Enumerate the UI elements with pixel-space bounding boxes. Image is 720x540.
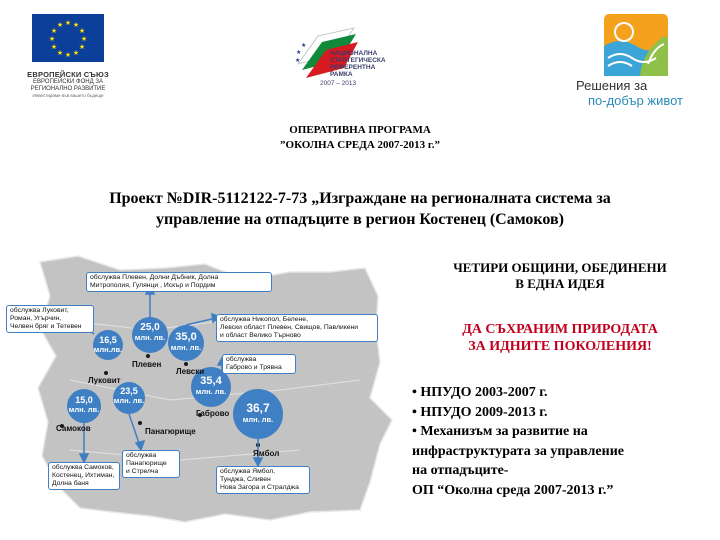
- area-box-line: обслужва Луковит,: [10, 307, 69, 314]
- environment-line-2: по-добър живот: [588, 93, 684, 108]
- eu-line-3: РЕГИОНАЛНО РАЗВИТИЕ: [30, 86, 106, 92]
- bullet-list: [412, 383, 712, 500]
- amount-unit: млн. лв.: [170, 343, 202, 352]
- programme-line-1: ОПЕРАТИВНА ПРОГРАМА: [289, 124, 431, 136]
- area-box-line: обслужва Самоков,: [52, 464, 114, 471]
- bullet-line: • НПУДО 2003-2007 г.: [412, 385, 548, 400]
- amount-yambol: [234, 401, 282, 424]
- area-box-levski: [216, 314, 378, 342]
- area-box-samokov: [48, 462, 120, 490]
- area-box-line: Долна баня: [52, 480, 89, 487]
- amount-value: 36,7: [246, 401, 270, 415]
- area-box-line: обслужва: [126, 452, 157, 459]
- area-box-yambol: [216, 466, 310, 494]
- bullet-line: инфраструктурата за управление: [412, 443, 624, 459]
- area-box-line: обслужва Никопол, Белене,: [220, 316, 308, 323]
- area-box-panagyurishte: [122, 450, 180, 478]
- right-heading-line-2: В ЕДНА ИДЕЯ: [515, 276, 605, 291]
- area-box-line: обслужва Ямбол,: [220, 468, 276, 475]
- svg-text:★: ★: [72, 21, 80, 29]
- right-slogan-line-2: ЗА ИДНИТЕ ПОКОЛЕНИЯ!: [468, 339, 652, 354]
- amount-value: 35,0: [175, 331, 197, 343]
- amount-unit: млн.лв.: [93, 345, 123, 354]
- right-slogan: [410, 321, 710, 355]
- dot-panagyurishte: [138, 421, 142, 425]
- amount-pleven: [130, 322, 170, 342]
- svg-text:★: ★: [78, 43, 86, 51]
- project-line-1: Проект №DIR-5112122-7-73 „Изграждане на регионалната система за: [109, 190, 611, 207]
- svg-text:★: ★: [301, 42, 307, 49]
- area-box-line: Костенец, Ихтиман,: [52, 472, 115, 479]
- area-box-pleven: [86, 272, 272, 292]
- svg-text:★: ★: [64, 19, 72, 27]
- amount-unit: млн. лв.: [134, 333, 166, 342]
- area-box-lukovit: [6, 305, 94, 333]
- nsrf-years: 2007 – 2013: [320, 80, 357, 87]
- amount-levski: [166, 331, 206, 352]
- nsrf-caption: НАЦИОНАЛНА СТРАТЕГИЧЕСКА РЕФЕРЕНТНА РАМКА: [330, 50, 386, 78]
- amount-value: 16,5: [99, 335, 117, 345]
- amount-value: 15,0: [75, 395, 93, 405]
- dot-levski: [184, 362, 188, 366]
- svg-text:★: ★: [295, 57, 301, 64]
- project-line-2: управление на отпадъците в регион Костенец (Самоков): [156, 211, 564, 228]
- right-heading: [410, 260, 710, 292]
- svg-text:★: ★: [80, 35, 88, 43]
- amount-lukovit: [90, 335, 126, 354]
- amount-value: 25,0: [140, 322, 160, 333]
- svg-text:★: ★: [50, 27, 58, 35]
- area-box-line: Нова Загора и Стралджа: [220, 484, 299, 491]
- svg-text:★: ★: [48, 35, 56, 43]
- area-box-line: Митрополия, Гулянци , Искър и Пордим: [90, 282, 216, 289]
- amount-unit: млн. лв.: [68, 405, 100, 414]
- svg-text:★: ★: [296, 49, 302, 56]
- amount-samokov: [66, 395, 102, 414]
- eu-line-2: ЕВРОПЕЙСКИ ФОНД ЗА: [33, 79, 103, 85]
- city-samokov: Самоков: [56, 424, 91, 433]
- amount-unit: млн. лв.: [113, 396, 145, 405]
- area-box-line: обслужва: [226, 356, 257, 363]
- area-box-line: и Стрелча: [126, 468, 159, 475]
- dot-lukovit: [104, 371, 108, 375]
- bullet-line: ОП “Околна среда 2007-2013 г.”: [412, 482, 614, 498]
- bullet-line: на отпадъците-: [412, 463, 509, 478]
- dot-pleven: [146, 354, 150, 358]
- city-gabrovo: Габрово: [196, 409, 230, 418]
- svg-text:★: ★: [78, 27, 86, 35]
- bullet-line: • НПУДО 2009-2013 г.: [412, 404, 548, 420]
- city-pleven: Плевен: [132, 360, 162, 369]
- area-box-line: Панагюрище: [126, 460, 167, 467]
- area-box-line: Роман, Угърчин,: [10, 315, 62, 322]
- city-lukovit: Луковит: [88, 376, 121, 385]
- svg-text:★: ★: [50, 43, 58, 51]
- amount-panagyurishte: [111, 386, 147, 405]
- city-panagyurishte: Панагюрище: [145, 427, 196, 436]
- amount-unit: млн. лв.: [195, 387, 227, 396]
- svg-text:★: ★: [56, 21, 64, 29]
- right-slogan-line-1: ДА СЪХРАНИМ ПРИРОДАТА: [462, 322, 658, 337]
- amount-gabrovo: [189, 375, 233, 396]
- area-box-line: Челвен бряг и Тетевен: [10, 323, 82, 330]
- area-box-line: и област Велико Търново: [220, 332, 301, 339]
- right-heading-line-1: ЧЕТИРИ ОБЩИНИ, ОБЕДИНЕНИ: [453, 260, 667, 275]
- area-box-line: Габрово и Трявна: [226, 364, 282, 371]
- programme-line-2: ”ОКОЛНА СРЕДА 2007-2013 г.”: [280, 139, 440, 151]
- svg-text:★: ★: [56, 49, 64, 57]
- eu-line-1: ЕВРОПЕЙСКИ СЪЮЗ: [27, 70, 109, 79]
- area-box-line: Тунджа, Сливен: [220, 476, 271, 483]
- amount-value: 23,5: [120, 386, 138, 396]
- area-box-gabrovo: [222, 354, 296, 374]
- area-box-line: Левски област Плевен, Свищов, Павликени: [220, 324, 359, 331]
- eu-line-4: Инвестираме във вашето бъдеще: [32, 93, 104, 98]
- bullet-line: • Механизъм за развитие на: [412, 424, 588, 439]
- area-box-line: обслужва Плевен, Долни Дъбник, Долна: [90, 274, 219, 281]
- amount-unit: млн. лв.: [242, 415, 274, 424]
- city-yambol: Ямбол: [253, 449, 280, 458]
- svg-text:★: ★: [64, 51, 72, 59]
- amount-value: 35,4: [200, 375, 222, 387]
- environment-line-1: Решения за: [576, 78, 648, 93]
- city-levski: Левски: [176, 367, 205, 376]
- svg-text:★: ★: [72, 49, 80, 57]
